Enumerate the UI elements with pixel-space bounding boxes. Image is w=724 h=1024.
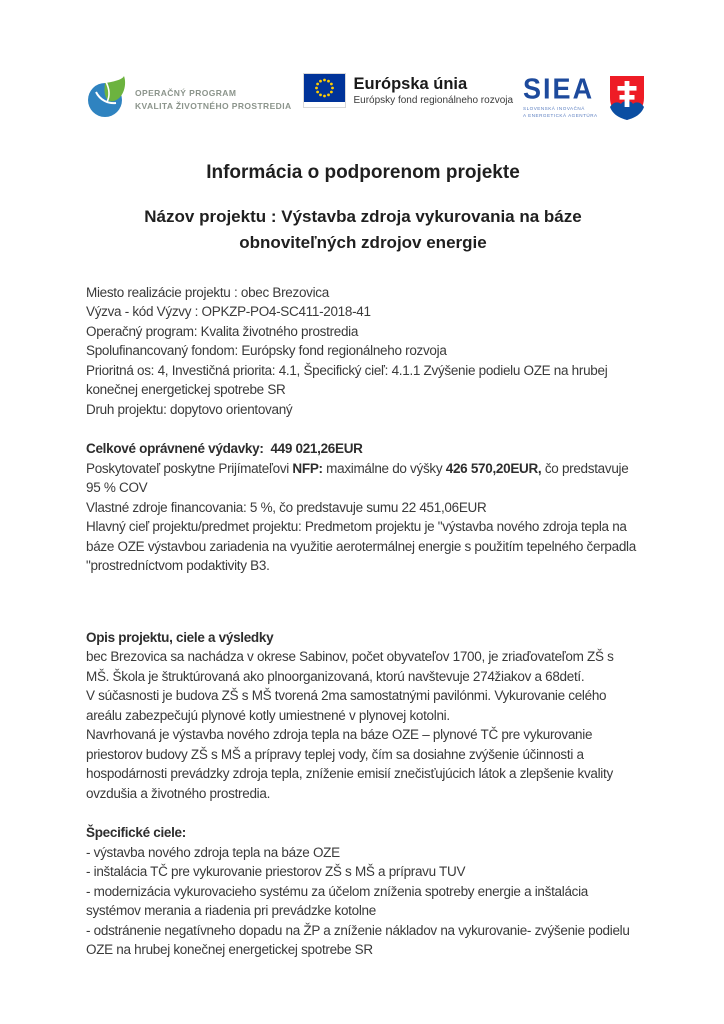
specific-goals-block (86, 823, 640, 960)
financing-block (86, 439, 640, 576)
description-paragraph: Navrhovaná je výstavba nového zdroja tepla na báze OZE – plynové TČ pre vykurovanie priestorov budovy ZŠ s MŠ a prípravy teplej vody, čím sa dosiahne zvýšenie účinnosti a hospodárnosti prevádzky zdroja tepla, zníženie emisií znečisťujúcich látok a zlepšenie kvality ovzdušia a životného prostredia. (86, 727, 613, 801)
eu-logo (304, 74, 514, 107)
opkzp-leaf-icon (86, 74, 128, 125)
nfp-amount: 426 570,20EUR, (445, 460, 542, 476)
eu-logo-title: Európska únia (353, 74, 468, 93)
siea-acronym: SIEA (523, 73, 595, 105)
logo-header (86, 74, 640, 130)
detail-line: Spolufinancovaný fondom: Európsky fond regionálneho rozvoja (86, 343, 447, 359)
goal-item: - inštalácia TČ pre vykurovanie priestorov ZŠ s MŠ a prípravu TUV (86, 864, 466, 880)
own-sources-line: Vlastné zdroje financovania: 5 %, čo predstavuje sumu 22 451,06EUR (86, 499, 487, 515)
project-details-block (86, 283, 640, 420)
eu-flag-icon (304, 74, 345, 107)
nfp-label: NFP: (292, 460, 323, 476)
opkzp-logo-text: OPERAČNÝ PROGRAM KVALITA ŽIVOTNÉHO PROSTREDIA (135, 88, 292, 111)
detail-line: Prioritná os: 4, Investičná priorita: 4.1, Špecifický cieľ: 4.1.1 Zvýšenie podielu OZE na hrubej konečnej energetickej spotrebe SR (86, 362, 608, 398)
eu-logo-subtitle: Európsky fond regionálneho rozvoja (353, 95, 514, 107)
nfp-line: Poskytovateľ poskytne Prijímateľovi NFP: maximálne do výšky 426 570,20EUR, čo predstavuje 95 % COV (86, 460, 629, 496)
total-eligible-expenses: Celkové oprávnené výdavky: 449 021,26EUR (86, 441, 363, 457)
siea-logo (523, 73, 598, 120)
detail-line: Operačný program: Kvalita životného prostredia (86, 323, 359, 339)
description-heading: Opis projektu, ciele a výsledky (86, 629, 274, 645)
description-block (86, 628, 640, 804)
goals-heading: Špecifické ciele: (86, 825, 186, 841)
detail-line: Miesto realizácie projektu : obec Brezovica (86, 284, 329, 300)
detail-line: Výzva - kód Výzvy : OPKZP-PO4-SC411-2018-41 (86, 304, 371, 320)
siea-tagline: SLOVENSKÁ INOVAČNÁ A ENERGETICKÁ AGENTÚRA (523, 106, 598, 118)
main-goal-line: Hlavný cieľ projektu/predmet projektu: Predmetom projektu je "výstavba nového zdroja tepla na báze OZE výstavbou zariadenia na využitie aerotermálnej energie s použitím tepelného čerpadla "prostredníctvom podaktivity B3. (86, 519, 636, 574)
detail-line: Druh projektu: dopytovo orientovaný (86, 401, 293, 417)
eu-logo-text (354, 75, 514, 106)
goal-item: - odstránenie negatívneho dopadu na ŽP a zníženie nákladov na vykurovanie- zvýšenie podielu OZE na hrubej konečnej energetickej spotrebe SR (86, 922, 630, 958)
goal-item: - výstavba nového zdroja tepla na báze OZE (86, 844, 340, 860)
opkzp-logo (86, 74, 292, 125)
goal-item: - modernizácia vykurovacieho systému za účelom zníženia spotreby energie a inštalácia systémov merania a riadenia pri prevádzke kotolne (86, 883, 589, 919)
slovak-coat-of-arms-icon (606, 74, 648, 124)
page-title: Informácia o podporenom projekte (206, 162, 520, 183)
project-name-title: Názov projektu : Výstavba zdroja vykurovania na báze obnoviteľných zdrojov energie (144, 207, 582, 253)
description-paragraph: V súčasnosti je budova ZŠ s MŠ tvorená 2ma samostatnými pavilónmi. Vykurovanie celého areálu zabezpečujú plynové kotly umiestnené v plynovej kotolni. (86, 688, 607, 723)
document-body (86, 283, 640, 960)
description-paragraph: bec Brezovica sa nachádza v okrese Sabinov, počet obyvateľov 1700, je zriaďovateľom ZŠ s MŠ. Škola je štruktúrovaná ako plnoorganizovaná, ktorú navštevuje 274žiakov a 68detí. (86, 649, 614, 684)
